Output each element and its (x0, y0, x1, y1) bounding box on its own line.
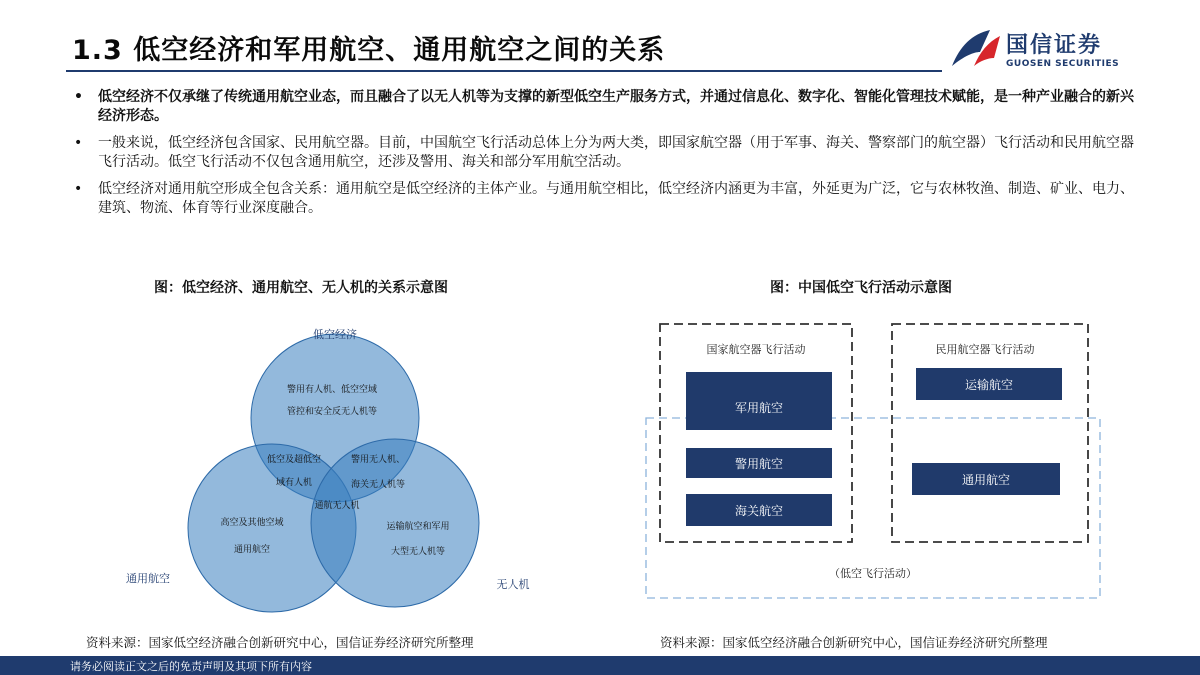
state-aircraft-label: 国家航空器飞行活动 (706, 343, 806, 356)
flight-activity-diagram (640, 318, 1110, 608)
venn-region-text: 高空及其他空域 (220, 518, 284, 528)
venn-figure-title: 图：低空经济、通用航空、无人机的关系示意图 (154, 280, 448, 296)
title-divider (66, 70, 942, 72)
venn-region-text: 管控和安全反无人机等 (286, 407, 378, 417)
venn-label-low-altitude: 低空经济 (313, 328, 357, 341)
bullet-text: 一般来说，低空经济包含国家、民用航空器。目前，中国航空飞行活动总体上分为两大类，即国家航空器（用于军事、海关、警察部门的航空器）飞行活动和民用航空器飞行活动。低空飞行活动不仅包含通用航空，还涉及警用、海关和部分军用航空活动。 (98, 135, 1134, 170)
bullet-marker: • (74, 135, 83, 151)
bullet-item (72, 88, 1142, 126)
logo-text-en: GUOSEN SECURITIES (1006, 59, 1120, 69)
general-aviation-label: 通用航空 (961, 473, 1011, 487)
brand-logo (950, 26, 1150, 76)
venn-region-text: 通用航空 (233, 545, 271, 555)
venn-region-text: 低空及超低空 (266, 455, 322, 465)
venn-region-text: 警用有人机、低空空域 (286, 385, 378, 395)
logo-mark-icon (950, 26, 1002, 72)
customs-aviation-label: 海关航空 (734, 504, 784, 518)
military-aviation-label: 军用航空 (734, 401, 784, 415)
venn-source: 资料来源：国家低空经济融合创新研究中心，国信证券经济研究所整理 (86, 635, 474, 650)
bullet-text: 低空经济对通用航空形成全包含关系：通用航空是低空经济的主体产业。与通用航空相比，低空经济内涵更为丰富，外延更为广泛，它与农林牧渔、制造、矿业、电力、建筑、物流、体育等行业深度融合。 (98, 181, 1134, 216)
footer-bar (0, 656, 1200, 675)
venn-region-text: 通航无人机 (314, 501, 360, 511)
logo-text-cn: 国信证券 (1006, 33, 1103, 58)
bullet-item (72, 180, 1142, 218)
bullet-item (72, 134, 1142, 172)
venn-region-text: 域有人机 (275, 478, 313, 488)
flight-figure-title: 图：中国低空飞行活动示意图 (770, 280, 952, 296)
venn-label-general-aviation: 通用航空 (126, 572, 170, 585)
bullet-marker: • (74, 89, 83, 105)
police-aviation-label: 警用航空 (734, 457, 784, 471)
venn-region-text: 运输航空和军用 (386, 522, 450, 532)
bullet-marker: • (74, 181, 83, 197)
civil-aircraft-group (892, 324, 1088, 542)
civil-aircraft-label: 民用航空器飞行活动 (935, 343, 1035, 356)
bullet-list (72, 88, 1142, 226)
venn-region-text: 海关无人机等 (350, 480, 406, 490)
venn-diagram (110, 318, 570, 618)
footer-disclaimer: 请务必阅读正文之后的免责声明及其项下所有内容 (70, 660, 312, 673)
flight-source: 资料来源：国家低空经济融合创新研究中心，国信证券经济研究所整理 (660, 635, 1048, 650)
transport-aviation-label: 运输航空 (964, 378, 1014, 392)
venn-region-text: 大型无人机等 (390, 547, 446, 557)
venn-region-text: 警用无人机、 (350, 455, 406, 465)
bullet-text: 低空经济不仅承继了传统通用航空业态，而且融合了以无人机等为支撑的新型低空生产服务方式，并通过信息化、数字化、智能化管理技术赋能，是一种产业融合的新兴经济形态。 (98, 89, 1134, 124)
low-altitude-label: （低空飞行活动） (829, 567, 917, 580)
page-title: 1.3 低空经济和军用航空、通用航空之间的关系 (72, 35, 666, 66)
venn-label-uav: 无人机 (496, 578, 530, 591)
